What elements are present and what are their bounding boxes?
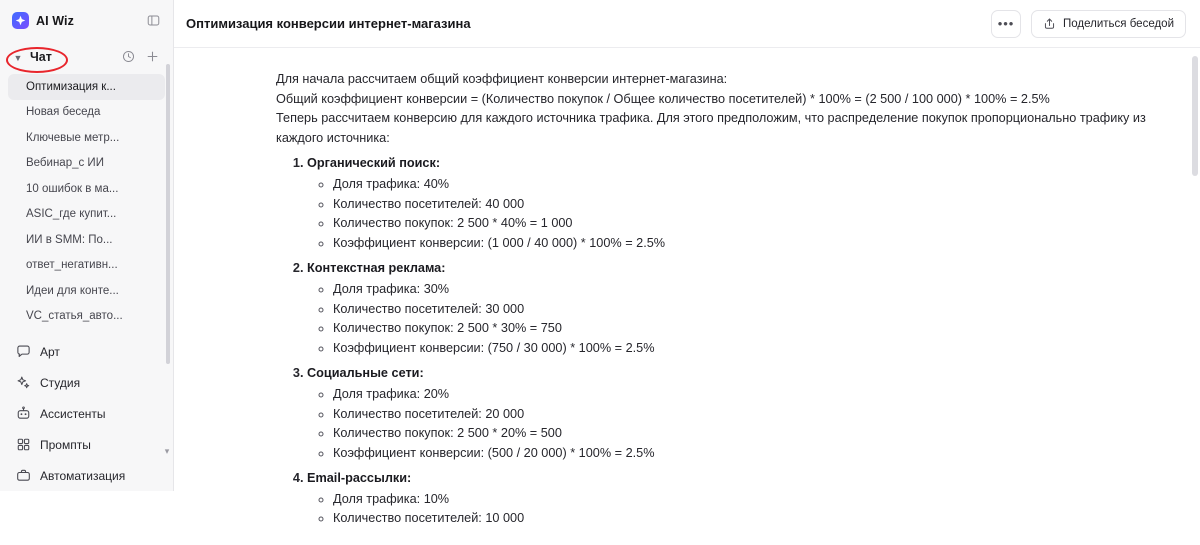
source-details — [307, 175, 1160, 253]
chat-bubble-icon — [16, 344, 31, 359]
source-title: Социальные сети: — [307, 366, 424, 381]
traffic-sources-list — [276, 154, 1160, 529]
list-item — [307, 469, 1160, 529]
chat-item-8[interactable] — [8, 278, 165, 304]
sidebar-scroll-down-icon[interactable]: ▾ — [164, 445, 170, 456]
sidebar-item-art[interactable] — [8, 336, 165, 367]
source-title: Органический поиск: — [307, 156, 441, 171]
list-item: ◦ Количество покупок: 2 500 * 30% = 750 — [333, 319, 1160, 339]
list-item: ◦ Количество покупок: 2 500 * 20% = 500 — [333, 424, 1160, 444]
collapse-sidebar-icon[interactable] — [143, 11, 163, 31]
chat-item-label: Ключевые метр... — [26, 131, 120, 144]
chat-item-label: Вебинар_с ИИ — [26, 157, 104, 170]
source-details — [307, 490, 1160, 529]
source-title: Email-рассылки: — [307, 471, 412, 486]
chat-item-6[interactable] — [8, 227, 165, 253]
sidebar — [0, 0, 174, 491]
main-panel — [174, 0, 1200, 526]
sidebar-item-label: Студия — [40, 375, 81, 390]
chevron-down-icon[interactable]: ▼ — [13, 52, 23, 63]
brand-row — [0, 0, 173, 42]
chat-item-3[interactable] — [8, 151, 165, 177]
source-details — [307, 385, 1160, 463]
chat-item-1[interactable] — [8, 100, 165, 126]
list-item: ◦ Количество покупок: 2 500 * 40% = 1 000 — [333, 214, 1160, 234]
robot-icon — [16, 406, 31, 421]
app-logo-icon — [12, 12, 29, 29]
list-item: ◦ Доля трафика: 20% — [333, 385, 1160, 405]
sidebar-item-label: Арт — [40, 344, 60, 359]
list-item — [307, 259, 1160, 358]
assistant-message — [174, 48, 1200, 545]
chat-item-label: 10 ошибок в ма... — [26, 182, 119, 195]
chat-history-list — [0, 74, 173, 329]
source-details — [307, 280, 1160, 358]
list-item: ◦ Количество посетителей: 30 000 — [333, 300, 1160, 320]
list-item: ◦ Количество посетителей: 20 000 — [333, 405, 1160, 425]
chat-item-5[interactable] — [8, 202, 165, 228]
list-item — [307, 364, 1160, 463]
brand-name: AI Wiz — [36, 13, 74, 28]
chat-item-9[interactable] — [8, 304, 165, 330]
list-item: ◦ Количество посетителей: 10 000 — [333, 509, 1160, 529]
list-item: ◦ Коэффициент конверсии: (750 / 30 000) * 100% = 2.5% — [333, 339, 1160, 359]
chat-item-0[interactable] — [8, 74, 165, 100]
chat-item-label: ответ_негативн... — [26, 259, 118, 272]
list-item — [307, 154, 1160, 253]
content-scrollbar-thumb[interactable] — [1192, 56, 1198, 176]
sidebar-sections — [0, 336, 173, 491]
more-options-button[interactable] — [991, 10, 1021, 38]
chat-section-label: Чат — [30, 49, 52, 64]
sidebar-item-studio[interactable] — [8, 367, 165, 398]
ellipsis-icon: ••• — [997, 16, 1015, 31]
share-button-label: Поделиться беседой — [1063, 17, 1174, 30]
chat-item-label: Идеи для конте... — [26, 284, 119, 297]
briefcase-icon — [16, 468, 31, 483]
chat-item-7[interactable] — [8, 253, 165, 279]
list-item: ◦ Коэффициент конверсии: (500 / 20 000) * 100% = 2.5% — [333, 444, 1160, 464]
chat-item-label: VC_статья_авто... — [26, 310, 123, 323]
message-paragraph-2: Общий коэффициент конверсии = (Количество покупок / Общее количество посетителей) * 100% = (2 500 / 100 000) * 100% = 2.5% — [276, 91, 1050, 106]
list-item: ◦ Доля трафика: 40% — [333, 175, 1160, 195]
message-scroll-area[interactable] — [174, 48, 1200, 545]
plus-icon[interactable] — [143, 48, 161, 66]
sidebar-item-automation[interactable] — [8, 460, 165, 491]
list-item: ◦ Доля трафика: 30% — [333, 280, 1160, 300]
clock-icon[interactable] — [119, 48, 137, 66]
share-conversation-button[interactable] — [1031, 10, 1186, 38]
chat-item-label: ASIC_где купит... — [26, 208, 117, 221]
topbar — [174, 0, 1200, 48]
list-item: ◦ Доля трафика: 10% — [333, 490, 1160, 510]
chat-section-header[interactable] — [8, 44, 165, 70]
sidebar-item-label: Промпты — [40, 437, 91, 452]
chat-item-label: Новая беседа — [26, 106, 101, 119]
chat-item-label: ИИ в SMM: По... — [26, 233, 113, 246]
message-paragraph-1: Для начала рассчитаем общий коэффициент конверсии интернет-магазина: — [276, 72, 728, 86]
chat-item-2[interactable] — [8, 125, 165, 151]
list-item: ◦ Коэффициент конверсии: (1 000 / 40 000) * 100% = 2.5% — [333, 234, 1160, 254]
sidebar-item-assistants[interactable] — [8, 398, 165, 429]
list-item: ◦ Количество посетителей: 40 000 — [333, 195, 1160, 215]
grid-icon — [16, 437, 31, 452]
message-paragraph-3: Теперь рассчитаем конверсию для каждого источника трафика. Для этого предположим, что распределение покупок пропорционально трафику из каждого источника: — [276, 111, 1146, 145]
chat-item-label: Оптимизация к... — [26, 80, 116, 93]
sidebar-item-prompts[interactable] — [8, 429, 165, 460]
chat-item-4[interactable] — [8, 176, 165, 202]
share-icon — [1043, 17, 1056, 30]
page-title: Оптимизация конверсии интернет-магазина — [186, 16, 471, 31]
sidebar-item-label: Автоматизация — [40, 468, 126, 483]
sparkles-icon — [16, 375, 31, 390]
sidebar-scrollbar-thumb[interactable] — [166, 64, 170, 364]
source-title: Контекстная реклама: — [307, 261, 446, 276]
sidebar-item-label: Ассистенты — [40, 406, 106, 421]
